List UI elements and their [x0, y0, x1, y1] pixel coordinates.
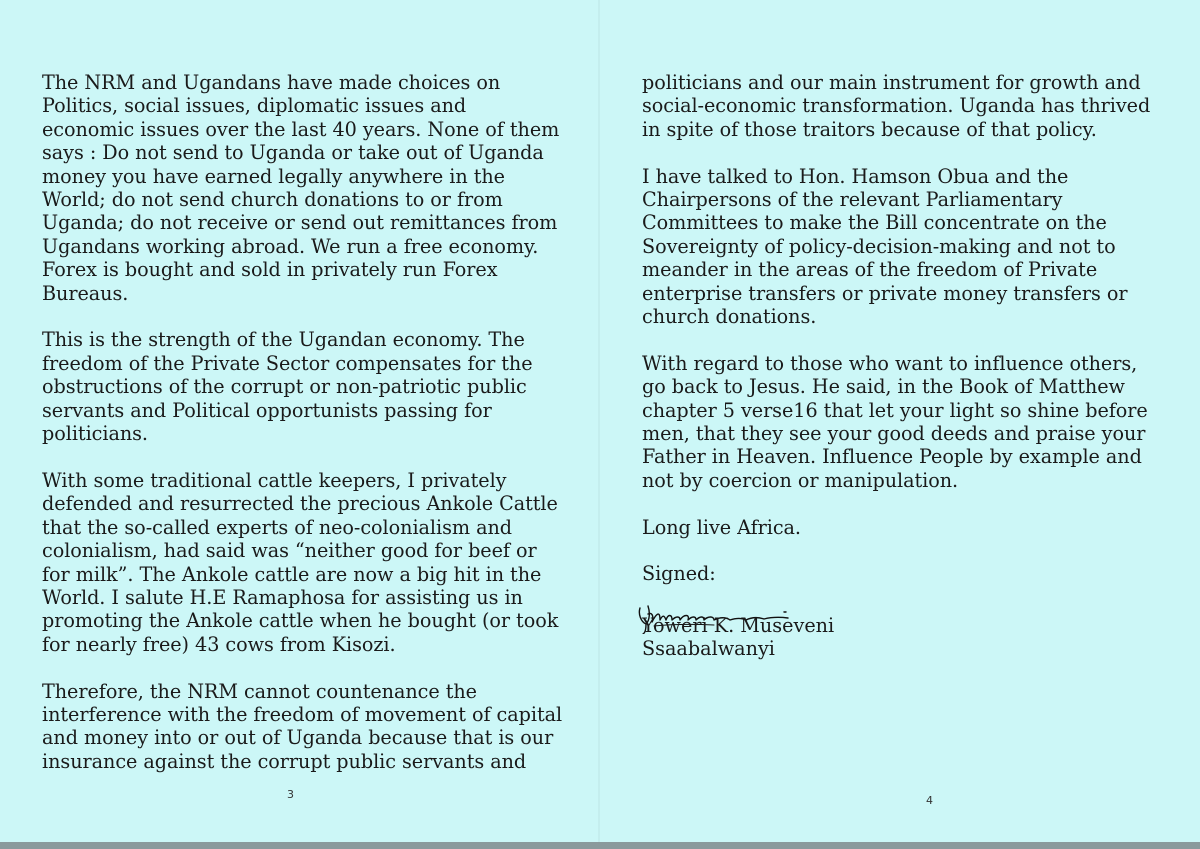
- text-line: With regard to those who want to influence others,: [642, 351, 1138, 375]
- text-line: money you have earned legally anywhere in the: [42, 164, 505, 188]
- text-line: With some traditional cattle keepers, I privately: [42, 468, 507, 492]
- text-line: that the so-called experts of neo-colonialism and: [42, 515, 513, 539]
- page-number: 4: [926, 794, 933, 807]
- signed-label: Signed:: [642, 562, 716, 586]
- closing-line: Long live Africa.: [642, 515, 801, 539]
- text-line: insurance against the corrupt public servants and: [42, 749, 527, 773]
- text-line: for milk”. The Ankole cattle are now a big hit in the: [42, 562, 542, 586]
- text-line: and money into or out of Uganda because that is our: [42, 726, 554, 750]
- text-line: World; do not send church donations to or from: [42, 188, 503, 212]
- text-line: go back to Jesus. He said, in the Book of Matthew: [642, 375, 1125, 399]
- paragraph: [642, 352, 1187, 492]
- page-number: 3: [287, 788, 294, 801]
- text-line: economic issues over the last 40 years. None of them: [42, 117, 560, 141]
- text-line: This is the strength of the Ugandan economy. The: [42, 328, 525, 352]
- text-line: Bureaus.: [42, 281, 129, 305]
- text-line: Politics, social issues, diplomatic issues and: [42, 94, 467, 118]
- text-line: enterprise transfers or private money transfers or: [642, 281, 1128, 305]
- text-line: in spite of those traitors because of that policy.: [642, 117, 1097, 141]
- text-line: promoting the Ankole cattle when he bought (or took: [42, 609, 559, 633]
- text-line: Therefore, the NRM cannot countenance the: [42, 679, 477, 703]
- text-line: Committees to make the Bill concentrate on the: [642, 211, 1107, 235]
- text-line: Uganda; do not receive or send out remittances from: [42, 211, 558, 235]
- text-line: church donations.: [642, 305, 817, 329]
- paragraph: [642, 165, 1187, 329]
- text-line: not by coercion or manipulation.: [642, 468, 959, 492]
- text-line: defended and resurrected the precious Ankole Cattle: [42, 492, 558, 516]
- paragraph: [42, 469, 587, 656]
- paragraph: [642, 516, 1187, 539]
- text-line: Chairpersons of the relevant Parliamentary: [642, 188, 1063, 212]
- paragraph: [642, 71, 1187, 141]
- text-line: for nearly free) 43 cows from Kisozi.: [42, 632, 396, 656]
- page-bottom-edge: [0, 842, 1200, 849]
- text-line: freedom of the Private Sector compensates for the: [42, 351, 533, 375]
- text-line: servants and Political opportunists passing for: [42, 398, 492, 422]
- text-line: Sovereignty of policy-decision-making and not to: [642, 234, 1116, 258]
- text-line: colonialism, had said was “neither good for beef or: [42, 539, 537, 563]
- page-4: [600, 0, 1200, 849]
- page-4-text: [642, 71, 1187, 609]
- text-line: social-economic transformation. Uganda has thrived: [642, 94, 1151, 118]
- text-line: Forex is bought and sold in privately run Forex: [42, 258, 498, 282]
- text-line: men, that they see your good deeds and praise your: [642, 422, 1146, 446]
- text-line: interference with the freedom of movement of capital: [42, 702, 563, 726]
- text-line: meander in the areas of the freedom of Private: [642, 258, 1098, 282]
- paragraph: [42, 71, 587, 305]
- signer-name: Yoweri K. Museveni: [642, 614, 835, 637]
- text-line: Ugandans working abroad. We run a free economy.: [42, 234, 539, 258]
- text-line: politicians.: [42, 422, 148, 446]
- paragraph: [42, 680, 587, 774]
- text-line: The NRM and Ugandans have made choices on: [42, 71, 501, 94]
- signer-title: Ssaabalwanyi: [642, 637, 775, 660]
- text-line: Father in Heaven. Influence People by example and: [642, 445, 1142, 469]
- text-line: I have talked to Hon. Hamson Obua and the: [642, 164, 1069, 188]
- paragraph: [42, 328, 587, 445]
- text-line: chapter 5 verse16 that let your light so shine before: [642, 398, 1148, 422]
- text-line: obstructions of the corrupt or non-patriotic public: [42, 375, 527, 399]
- text-line: World. I salute H.E Ramaphosa for assisting us in: [42, 585, 523, 609]
- page-3-text: [42, 71, 587, 797]
- text-line: says : Do not send to Uganda or take out of Uganda: [42, 141, 544, 165]
- text-line: politicians and our main instrument for growth and: [642, 71, 1141, 94]
- paragraph: [642, 562, 1187, 585]
